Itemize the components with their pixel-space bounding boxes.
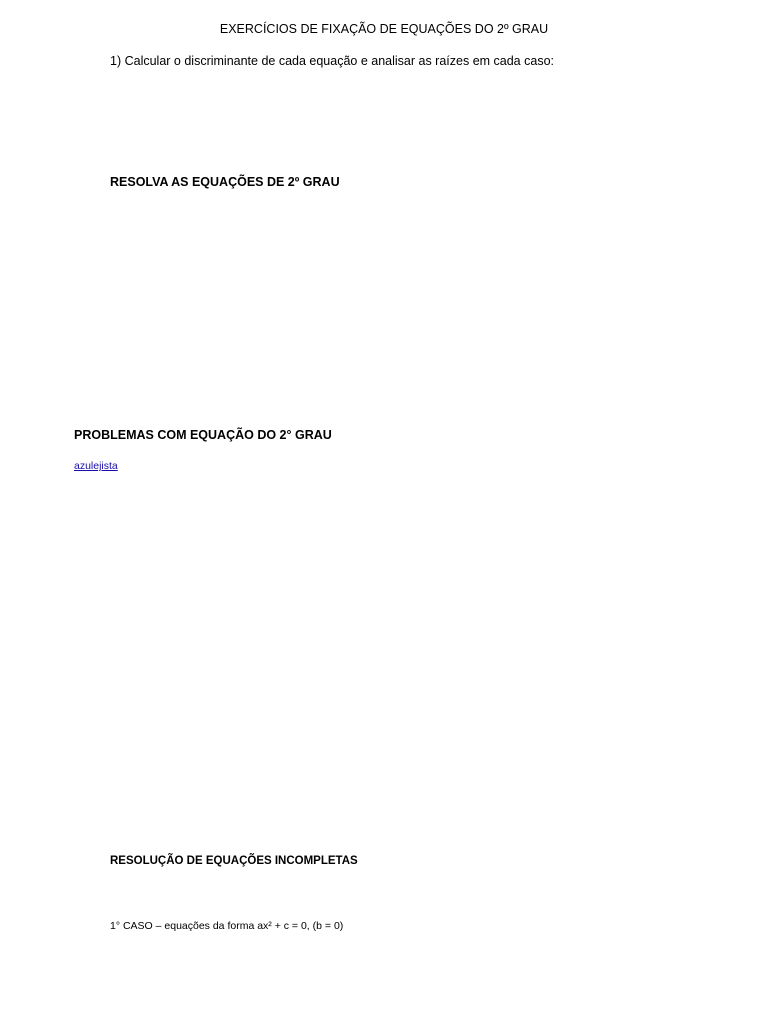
section4-heading: RESOLUÇÃO DE EQUAÇÕES INCOMPLETAS [110,855,358,867]
section3-heading: PROBLEMAS COM EQUAÇÃO DO 2° GRAU [74,428,332,442]
list-item [74,459,118,475]
section1-heading: 1) Calcular o discriminante de cada equação e analisar as raízes em cada caso: [110,54,554,68]
section2-heading: RESOLVA AS EQUAÇÕES DE 2º GRAU [110,175,340,189]
problems-list [74,459,118,475]
section4-case1: 1° CASO – equações da forma ax² + c = 0, (b = 0) [110,920,344,932]
azulejista-link[interactable]: azulejista [74,460,118,472]
document-title: EXERCÍCIOS DE FIXAÇÃO DE EQUAÇÕES DO 2º GRAU [219,22,549,36]
